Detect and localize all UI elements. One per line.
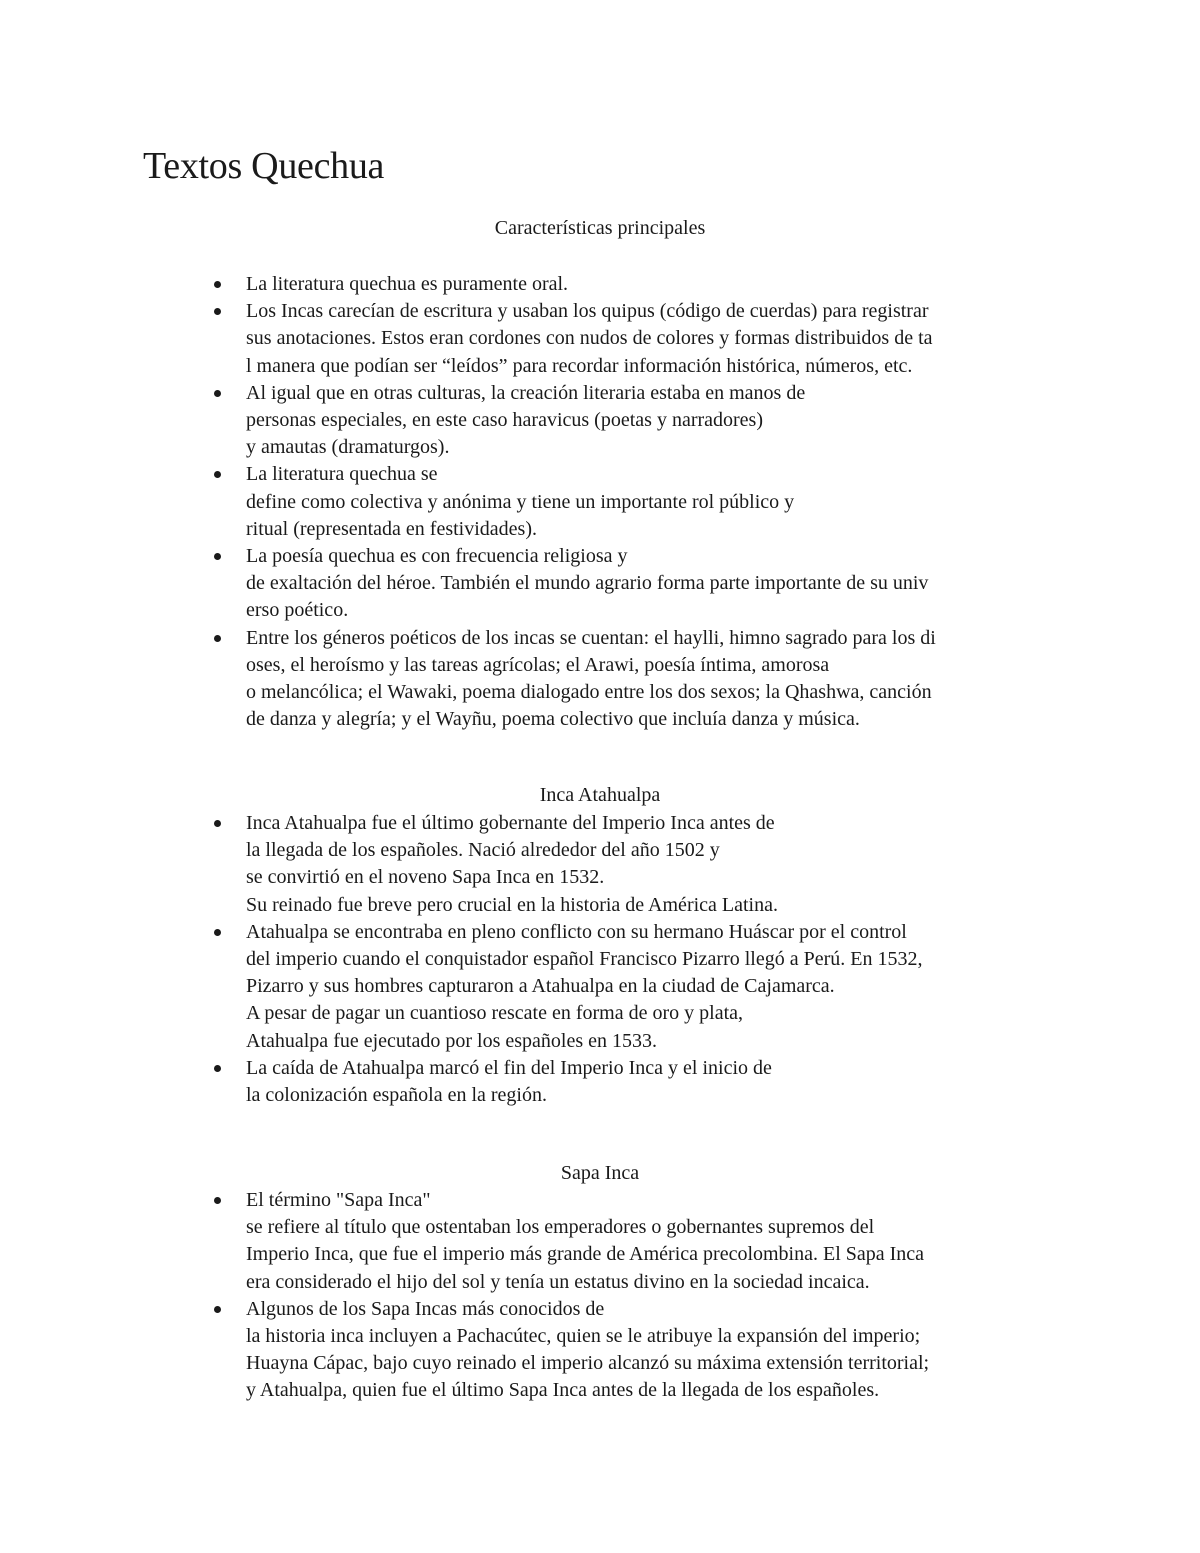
list-item-line: personas especiales, en este caso haravicus (poetas y narradores)	[246, 409, 763, 432]
list-item-line: Pizarro y sus hombres capturaron a Atahualpa en la ciudad de Cajamarca.	[246, 975, 835, 998]
list-item-line: Entre los géneros poéticos de los incas se cuentan: el haylli, himno sagrado para los di	[246, 626, 936, 649]
list-item-line: Los Incas carecían de escritura y usaban los quipus (código de cuerdas) para registrar	[246, 300, 929, 323]
list-item-line: la historia inca incluyen a Pachacútec, quien se le atribuye la expansión del imperio;	[246, 1325, 921, 1348]
section-heading-caracteristicas: Características principales	[494, 217, 706, 239]
list-item	[246, 543, 1086, 625]
list-item-line: El término "Sapa Inca"	[246, 1189, 431, 1211]
list-item	[246, 298, 1086, 380]
list-item-line: Al igual que en otras culturas, la creación literaria estaba en manos de	[246, 381, 806, 404]
list-item-line: la llegada de los españoles. Nació alrededor del año 1502 y	[246, 839, 720, 862]
list-item-line: se refiere al título que ostentaban los emperadores o gobernantes supremos del	[246, 1216, 875, 1239]
list-item-line: Imperio Inca, que fue el imperio más grande de América precolombina. El Sapa Inca	[246, 1243, 925, 1266]
list-item	[246, 810, 1086, 919]
list-item-line: Atahualpa fue ejecutado por los españoles en 1533.	[246, 1029, 657, 1052]
bullet-list-atahualpa	[246, 810, 1086, 1109]
list-item	[246, 461, 1086, 543]
list-item-line: erso poético.	[246, 599, 349, 622]
bullet-list-caracteristicas	[246, 271, 1086, 733]
list-item-line: del imperio cuando el conquistador español Francisco Pizarro llegó a Perú. En 1532,	[246, 948, 923, 971]
list-item-line: La literatura quechua es puramente oral.	[246, 273, 569, 295]
list-item	[246, 1296, 1086, 1405]
list-item-line: de exaltación del héroe. También el mundo agrario forma parte importante de su univ	[246, 572, 929, 595]
list-item-line: Atahualpa se encontraba en pleno conflicto con su hermano Huáscar por el control	[246, 920, 907, 943]
list-item-line: y Atahualpa, quien fue el último Sapa Inca antes de la llegada de los españoles.	[246, 1379, 880, 1402]
list-item-line: Huayna Cápac, bajo cuyo reinado el imperio alcanzó su máxima extensión territorial;	[246, 1352, 930, 1375]
list-item-line: la colonización española en la región.	[246, 1084, 547, 1107]
list-item-line: La literatura quechua se	[246, 463, 438, 486]
list-item-line: A pesar de pagar un cuantioso rescate en forma de oro y plata,	[246, 1002, 744, 1025]
list-item	[246, 1187, 1086, 1296]
list-item	[246, 380, 1086, 462]
list-item	[246, 1055, 1086, 1109]
list-item-line: ritual (representada en festividades).	[246, 517, 537, 540]
list-item-line: o melancólica; el Wawaki, poema dialogado entre los dos sexos; la Qhashwa, canción	[246, 681, 932, 704]
list-item-line: de danza y alegría; y el Wayñu, poema colectivo que incluía danza y música.	[246, 708, 860, 731]
list-item-line: era considerado el hijo del sol y tenía un estatus divino en la sociedad incaica.	[246, 1270, 870, 1293]
list-item	[246, 919, 1086, 1055]
bullet-list-sapa-inca	[246, 1187, 1086, 1405]
list-item-line: La caída de Atahualpa marcó el fin del Imperio Inca y el inicio de	[246, 1056, 772, 1079]
list-item-line: l manera que podían ser “leídos” para recordar información histórica, números, etc.	[246, 354, 913, 377]
list-item-line: y amautas (dramaturgos).	[246, 436, 450, 459]
list-item-line: La poesía quechua es con frecuencia religiosa y	[246, 545, 628, 568]
list-item-line: Algunos de los Sapa Incas más conocidos de	[246, 1297, 605, 1320]
list-item	[246, 625, 1086, 734]
section-heading-sapa-inca: Sapa Inca	[560, 1162, 640, 1184]
list-item-line: define como colectiva y anónima y tiene un importante rol público y	[246, 490, 795, 513]
list-item-line: oses, el heroísmo y las tareas agrícolas; el Arawi, poesía íntima, amorosa	[246, 653, 830, 676]
list-item-line: sus anotaciones. Estos eran cordones con nudos de colores y formas distribuidos de ta	[246, 327, 933, 350]
list-item-line: Su reinado fue breve pero crucial en la historia de América Latina.	[246, 893, 778, 916]
list-item-line: se convirtió en el noveno Sapa Inca en 1532.	[246, 866, 605, 889]
document-title: Textos Quechua	[143, 145, 385, 187]
list-item-line: Inca Atahualpa fue el último gobernante del Imperio Inca antes de	[246, 812, 775, 834]
list-item	[246, 271, 1086, 298]
section-heading-atahualpa: Inca Atahualpa	[539, 784, 661, 806]
